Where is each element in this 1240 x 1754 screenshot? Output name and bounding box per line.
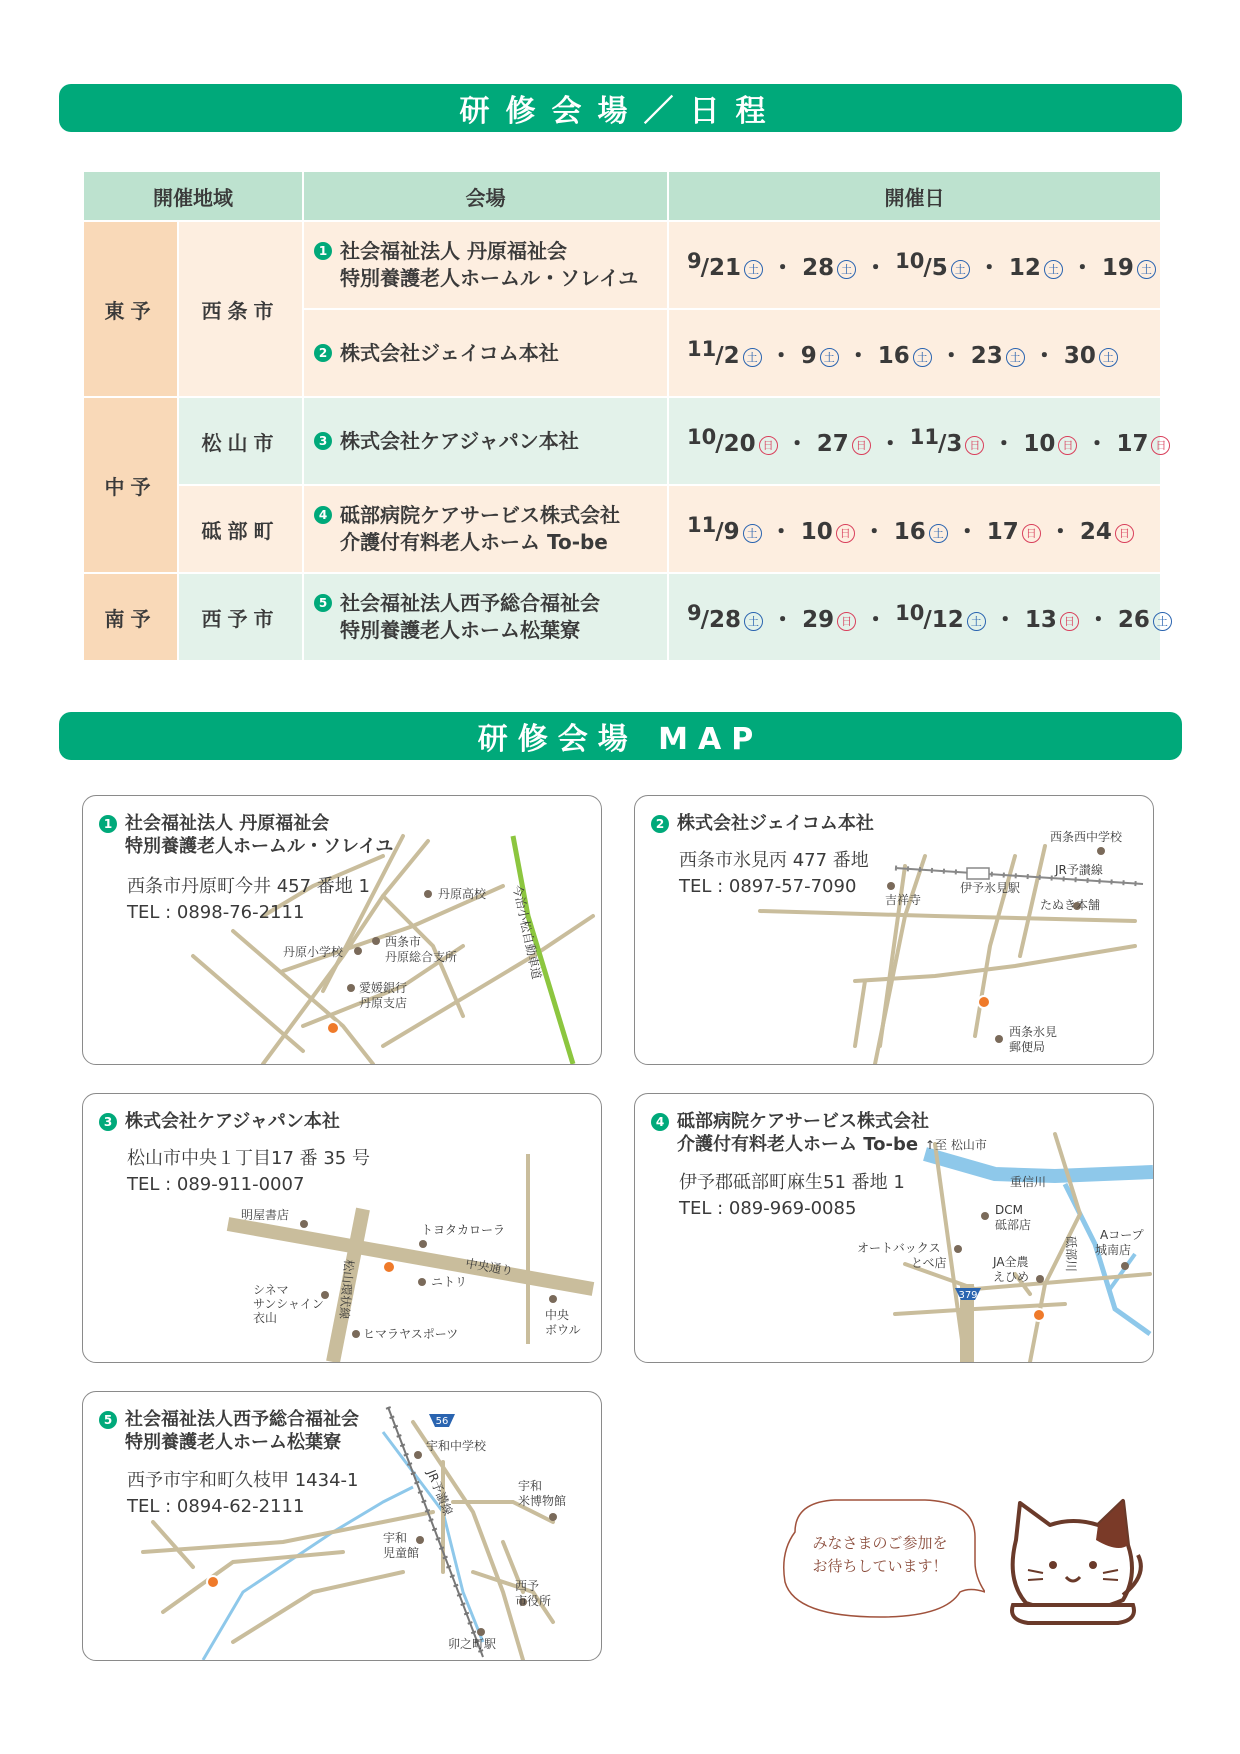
map-4-title — [651, 1110, 929, 1156]
map-1-address: 西条市丹原町今井 457 番地 1 TEL : 0898-76-2111 — [127, 876, 370, 923]
landmark-dot — [418, 1278, 426, 1286]
venue-name: 株式会社ジェイコム本社 — [340, 340, 559, 365]
map-label: 丹原小学校 — [283, 945, 344, 959]
map-label-expressway: 今治小松自動車道 — [510, 883, 544, 981]
map-label: 丹原高校 — [438, 887, 487, 901]
map-banner — [59, 712, 1182, 760]
map-label: 中央通り — [464, 1256, 515, 1279]
date-cell: $^{11}$/9 土 ・ 10 日 ・ 16 土 ・ 17 日 ・ 24 日 — [668, 485, 1161, 573]
sunday-icon: 日 — [1060, 612, 1079, 631]
map-label: 伊予氷見駅 — [960, 881, 1021, 895]
landmark-dot — [354, 947, 362, 955]
map-label: ボウル — [545, 1323, 581, 1337]
sunday-icon: 日 — [1115, 524, 1134, 543]
map-3-title — [99, 1110, 340, 1133]
tel: TEL : 0897-57-7090 — [679, 876, 857, 897]
venue-name-sub: 特別養護老人ホームル・ソレイユ — [340, 266, 639, 290]
map-label: 西条西中学校 — [1050, 830, 1123, 844]
speech-bubble-text: みなさまのご参加を お待ちしています！ — [812, 1534, 948, 1575]
landmark-dot — [954, 1245, 962, 1253]
number-badge: 1 — [314, 242, 332, 260]
map-title-line: 介護付有料老人ホーム To-be — [677, 1134, 919, 1155]
header-region: 開催地域 — [83, 171, 303, 221]
map-card-2 — [634, 795, 1154, 1065]
city-seiyo: 西予市 — [178, 573, 303, 661]
number-badge: 1 — [99, 815, 117, 833]
header-date: 開催日 — [668, 171, 1161, 221]
schedule-banner-title: 研修会場／日程 — [459, 94, 782, 129]
landmark-dot — [981, 1212, 989, 1220]
date-cell: $^9$/28 土 ・ 29 日 ・ $^{10}$/12 土 ・ 13 日 ・ 26 土 — [668, 573, 1161, 661]
city-saijo: 西条市 — [178, 221, 303, 397]
map-label: えひめ — [993, 1270, 1030, 1284]
table-row — [83, 573, 1161, 661]
schedule-banner — [59, 84, 1182, 132]
saturday-icon: 土 — [744, 612, 763, 631]
map-label: 卯之町駅 — [448, 1637, 497, 1651]
venue-name: 社会福祉法人 丹原福祉会 — [340, 239, 567, 263]
map-label: ヒマラヤスポーツ — [363, 1327, 459, 1341]
speech-bubble — [775, 1492, 985, 1622]
date-cell: $^{10}$/20 日 ・ 27 日 ・ $^{11}$/3 日 ・ 10 日 ・ 17 日 — [668, 397, 1161, 485]
number-badge: 5 — [314, 594, 332, 612]
map-label: とべ店 — [911, 1256, 947, 1270]
venue-cell — [303, 397, 668, 485]
saturday-icon: 土 — [1099, 348, 1118, 367]
map-2-title — [651, 812, 874, 835]
landmark-dot — [1097, 847, 1105, 855]
map-title-line: 特別養護老人ホームル・ソレイユ — [125, 836, 394, 857]
venue-marker — [327, 1022, 339, 1034]
venue-name: 社会福祉法人西予総合福祉会 — [340, 591, 600, 615]
venue-cell — [303, 221, 668, 309]
map-5-address: 西予市宇和町久枝甲 1434-1 TEL : 0894-62-2111 — [127, 1470, 359, 1517]
landmark-dot — [419, 1240, 427, 1248]
table-header-row — [83, 171, 1161, 221]
venue-cell — [303, 573, 668, 661]
map-label: 丹原総合支所 — [385, 950, 458, 964]
region-nanyo: 南予 — [83, 573, 178, 661]
landmark-dot — [352, 1330, 360, 1338]
sunday-icon: 日 — [965, 436, 984, 455]
sunday-icon: 日 — [1151, 436, 1170, 455]
landmark-dot — [300, 1220, 308, 1228]
landmark-dot — [887, 882, 895, 890]
route-379-icon — [955, 1288, 981, 1301]
saturday-icon: 土 — [951, 260, 970, 279]
map-label: 宇和 — [518, 1479, 543, 1493]
saturday-icon: 土 — [967, 612, 986, 631]
schedule-table — [82, 170, 1168, 662]
saturday-icon: 土 — [837, 260, 856, 279]
number-badge: 2 — [314, 344, 332, 362]
saturday-icon: 土 — [929, 524, 948, 543]
map-label-rail: JR予讃線 — [424, 1467, 456, 1518]
map-card-4 — [634, 1093, 1154, 1363]
number-badge: 2 — [651, 815, 669, 833]
map-label: 郵便局 — [1009, 1040, 1046, 1054]
sunday-icon: 日 — [837, 612, 856, 631]
map-label-road: 松山環状線 — [336, 1258, 356, 1320]
map-4-address: 伊予郡砥部町麻生51 番地 1 TEL : 089-969-0085 — [679, 1172, 905, 1219]
landmark-dot — [416, 1536, 424, 1544]
number-badge: 5 — [99, 1411, 117, 1429]
saturday-icon: 土 — [1153, 612, 1172, 631]
map-2-graphic — [635, 796, 1153, 1064]
map-title-line: 株式会社ジェイコム本社 — [677, 813, 874, 834]
venue-name-sub: 介護付有料老人ホーム To-be — [340, 530, 608, 554]
map-label: 児童館 — [383, 1546, 420, 1560]
number-badge: 4 — [651, 1113, 669, 1131]
table-row — [83, 397, 1161, 485]
map-banner-title: 研修会場 MAP — [477, 722, 764, 757]
saturday-icon: 土 — [743, 348, 762, 367]
sunday-icon: 日 — [1058, 436, 1077, 455]
map-label: シネマ — [253, 1283, 289, 1297]
map-label: 砥部店 — [995, 1218, 1032, 1232]
header-venue: 会場 — [303, 171, 668, 221]
map-label: 宇和 — [383, 1531, 408, 1545]
map-label: 明屋書店 — [241, 1208, 290, 1222]
map-title-line: 株式会社ケアジャパン本社 — [125, 1111, 340, 1132]
svg-text:379: 379 — [958, 1290, 978, 1301]
map-label: トヨタカローラ — [421, 1223, 506, 1237]
venue-name: 砥部病院ケアサービス株式会社 — [340, 503, 620, 527]
map-label: 西予 — [515, 1579, 540, 1593]
saturday-icon: 土 — [1044, 260, 1063, 279]
map-label: 愛媛銀行 — [359, 981, 408, 995]
map-2-address: 西条市氷見丙 477 番地 TEL : 0897-57-7090 — [679, 850, 869, 897]
map-label: 衣山 — [253, 1311, 278, 1325]
region-chuyo: 中予 — [83, 397, 178, 573]
sunday-icon: 日 — [1022, 524, 1041, 543]
number-badge: 3 — [99, 1113, 117, 1131]
svg-text:56: 56 — [435, 1416, 449, 1427]
map-3-graphic — [83, 1094, 601, 1362]
map-label: たぬき本舗 — [1040, 898, 1101, 912]
map-label: 米博物館 — [518, 1494, 567, 1508]
venue-name: 株式会社ケアジャパン本社 — [340, 428, 579, 453]
map-label: 宇和中学校 — [426, 1439, 487, 1453]
table-row — [83, 221, 1161, 309]
table-row — [83, 485, 1161, 573]
venue-cell — [303, 309, 668, 397]
map-label: 城南店 — [1095, 1243, 1132, 1257]
map-title-line: 砥部病院ケアサービス株式会社 — [677, 1111, 929, 1132]
map-label: Aコープ — [1100, 1228, 1144, 1242]
map-label: 市役所 — [515, 1594, 552, 1608]
map-label: 丹原支店 — [359, 996, 408, 1010]
venue-name-sub: 特別養護老人ホーム松葉寮 — [340, 618, 580, 642]
map-title-line: 特別養護老人ホーム松葉寮 — [125, 1432, 341, 1453]
landmark-dot — [414, 1451, 422, 1459]
venue-marker — [207, 1576, 219, 1588]
route-56-icon — [429, 1414, 455, 1427]
map-label: 西条市 — [385, 935, 422, 949]
landmark-dot — [347, 984, 355, 992]
map-card-5 — [82, 1391, 602, 1661]
map-card-1 — [82, 795, 602, 1065]
map-label: 吉祥寺 — [885, 893, 922, 907]
number-badge: 3 — [314, 432, 332, 450]
landmark-dot — [372, 937, 380, 945]
map-title-line: 社会福祉法人西予総合福祉会 — [125, 1409, 359, 1430]
tel: TEL : 089-911-0007 — [127, 1174, 305, 1195]
saturday-icon: 土 — [743, 524, 762, 543]
cat-mascot-icon — [998, 1495, 1148, 1635]
landmark-dot — [477, 1628, 485, 1636]
date-cell: $^{11}$/2 土 ・ 9 土 ・ 16 土 ・ 23 土 ・ 30 土 — [668, 309, 1161, 397]
sunday-icon: 日 — [759, 436, 778, 455]
map-label: ↑至 松山市 — [925, 1138, 987, 1152]
tel: TEL : 0898-76-2111 — [127, 902, 305, 923]
saturday-icon: 土 — [1006, 348, 1025, 367]
saturday-icon: 土 — [1137, 260, 1156, 279]
landmark-dot — [549, 1513, 557, 1521]
map-label: JR予讃線 — [1055, 863, 1103, 877]
map-1-title — [99, 812, 393, 858]
number-badge: 4 — [314, 506, 332, 524]
map-5-title — [99, 1408, 359, 1454]
map-label: DCM — [995, 1203, 1023, 1217]
region-toyo: 東予 — [83, 221, 178, 397]
venue-marker — [978, 996, 990, 1008]
map-title-line: 社会福祉法人 丹原福祉会 — [125, 813, 330, 834]
venue-cell — [303, 485, 668, 573]
landmark-dot — [549, 1295, 557, 1303]
landmark-dot — [1036, 1275, 1044, 1283]
city-tobe: 砥部町 — [178, 485, 303, 573]
map-label: オートバックス — [857, 1241, 941, 1255]
map-label: 西条氷見 — [1009, 1025, 1058, 1039]
map-label-river: 砥部川 — [1064, 1236, 1078, 1273]
sunday-icon: 日 — [852, 436, 871, 455]
map-label: JA全農 — [993, 1255, 1029, 1269]
map-3-address: 松山市中央１丁目17 番 35 号 TEL : 089-911-0007 — [127, 1148, 370, 1195]
map-card-3 — [82, 1093, 602, 1363]
date-cell: $^9$/21 土 ・ 28 土 ・ $^{10}$/5 土 ・ 12 土 ・ 19 土 — [668, 221, 1161, 309]
saturday-icon: 土 — [820, 348, 839, 367]
saturday-icon: 土 — [913, 348, 932, 367]
city-matsuyama: 松山市 — [178, 397, 303, 485]
saturday-icon: 土 — [744, 260, 763, 279]
map-label: 重信川 — [1010, 1175, 1047, 1189]
tel: TEL : 0894-62-2111 — [127, 1496, 305, 1517]
tel: TEL : 089-969-0085 — [679, 1198, 857, 1219]
venue-marker — [1033, 1309, 1045, 1321]
landmark-dot — [424, 890, 432, 898]
map-label: サンシャイン — [253, 1297, 324, 1311]
landmark-dot — [995, 1035, 1003, 1043]
landmark-dot — [1121, 1262, 1129, 1270]
map-label: 中央 — [545, 1308, 570, 1322]
map-label: ニトリ — [431, 1275, 468, 1289]
venue-marker — [383, 1261, 395, 1273]
sunday-icon: 日 — [836, 524, 855, 543]
